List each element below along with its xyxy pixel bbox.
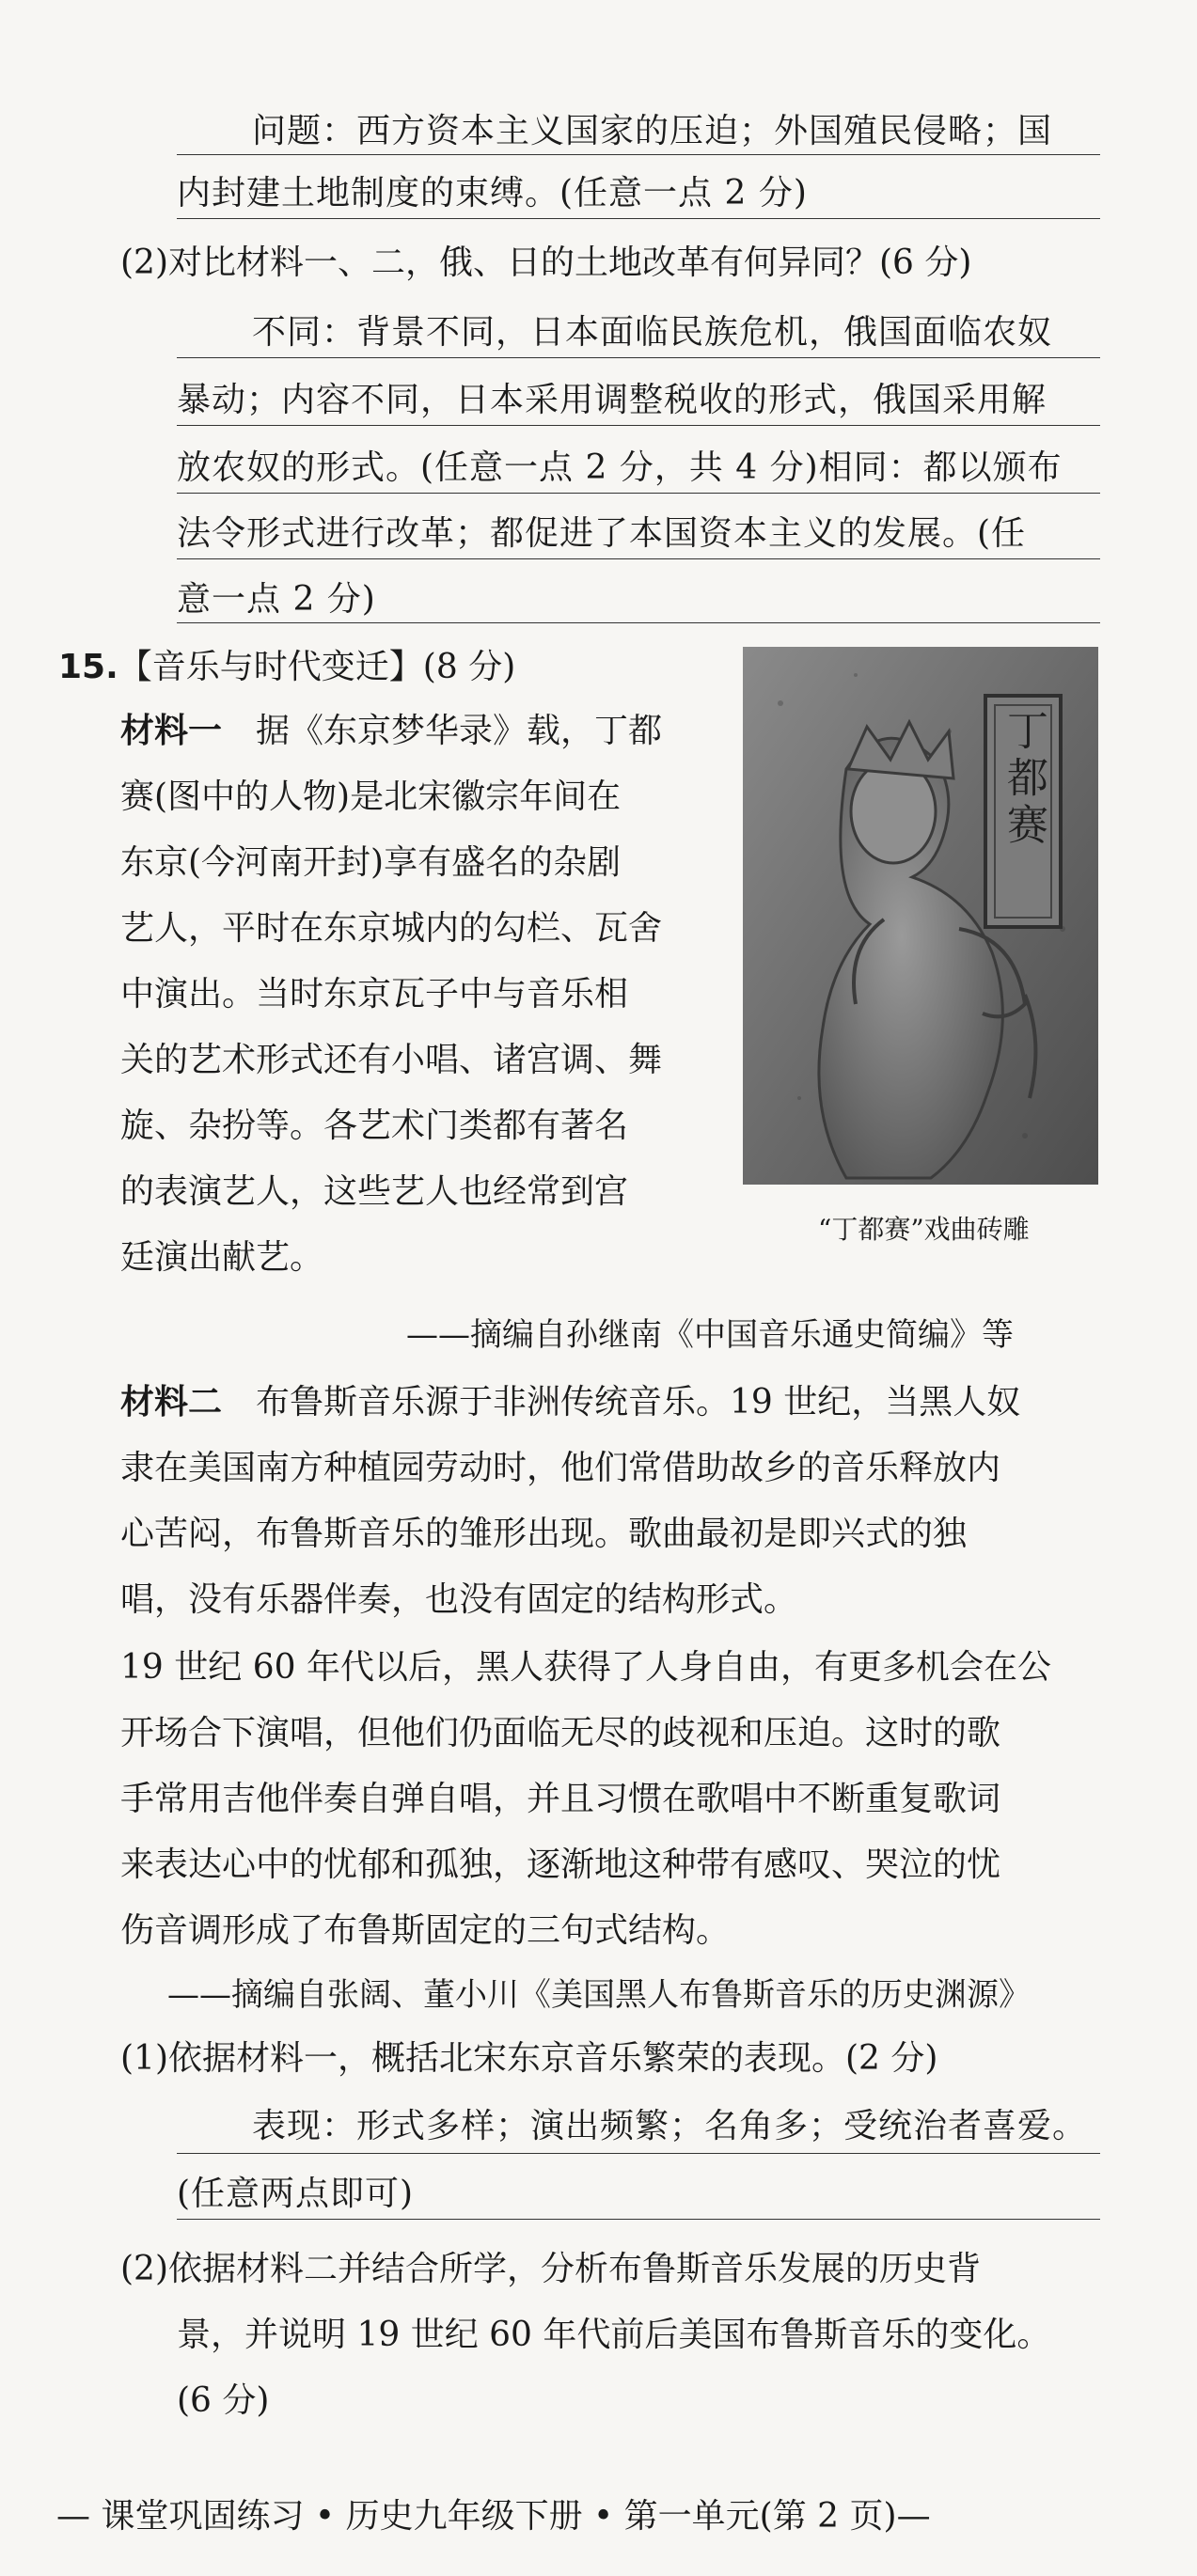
- question-heading: [58, 647, 515, 688]
- question-text: (6 分): [177, 2381, 270, 2420]
- material-text: 唱，没有乐器伴奏，也没有固定的结构形式。: [120, 1580, 798, 1619]
- material-text: 赛(图中的人物)是北宋徽宗年间在: [120, 778, 622, 816]
- material-one-line: [120, 711, 662, 752]
- answer-rule: [177, 357, 1100, 358]
- material-two-line: [120, 1382, 1020, 1423]
- material-text: 手常用吉他伴奏自弹自唱，并且习惯在歌唱中不断重复歌词: [120, 1780, 1001, 1818]
- photo-caption: “丁都赛”戏曲砖雕: [818, 1214, 1030, 1245]
- answer-text: 放农奴的形式。(任意一点 2 分，共 4 分)相同：都以颁布: [177, 448, 1063, 487]
- answer-rule: [177, 218, 1100, 219]
- answer-rule: [177, 493, 1100, 494]
- answer-text: (任意两点即可): [177, 2175, 415, 2213]
- question-score: (8 分): [422, 648, 516, 686]
- material-text: 伤音调形成了布鲁斯固定的三句式结构。: [120, 1911, 731, 1950]
- material-two-label: 材料二: [120, 1383, 223, 1422]
- answer-rule: [177, 558, 1100, 559]
- answer-rule: [177, 154, 1100, 155]
- answer-rule: [177, 622, 1100, 623]
- answer-rule: [177, 2153, 1100, 2154]
- question-title: 【音乐与时代变迁】: [118, 648, 423, 686]
- material-text: 心苦闷，布鲁斯音乐的雏形出现。歌曲最初是即兴式的独: [120, 1515, 968, 1553]
- brick-carving-photo: [743, 647, 1098, 1185]
- material-one-label: 材料一: [120, 712, 223, 750]
- question-text: (2)依据材料二并结合所学，分析布鲁斯音乐发展的历史背: [120, 2250, 981, 2288]
- answer-text: 表现：形式多样；演出频繁；名角多；受统治者喜爱。: [252, 2107, 1088, 2145]
- question-text: (1)依据材料一，概括北宋东京音乐繁荣的表现。(2 分): [120, 2039, 938, 2078]
- answer-text: 内封建土地制度的束缚。(任意一点 2 分): [177, 174, 808, 212]
- answer-text: 法令形式进行改革；都促进了本国资本主义的发展。(任: [177, 514, 1027, 553]
- material-text: 旋、杂扮等。各艺术门类都有著名: [120, 1107, 629, 1145]
- material-two-source: ——摘编自张阔、董小川《美国黑人布鲁斯音乐的历史渊源》: [167, 1976, 1031, 2014]
- material-text: 据《东京梦华录》载，丁都: [256, 712, 663, 750]
- material-text: 关的艺术形式还有小唱、诸宫调、舞: [120, 1041, 663, 1079]
- material-text: 艺人，平时在东京城内的勾栏、瓦舍: [120, 909, 663, 948]
- material-one-source: ——摘编自孙继南《中国音乐通史简编》等: [406, 1316, 1014, 1354]
- answer-text: 不同：背景不同，日本面临民族危机，俄国面临农奴: [252, 313, 1053, 352]
- material-text: 开场合下演唱，但他们仍面临无尽的歧视和压迫。这时的歌: [120, 1714, 1001, 1752]
- material-text: 的表演艺人，这些艺人也经常到宫: [120, 1172, 629, 1211]
- answer-text: 暴动；内容不同，日本采用调整税收的形式，俄国采用解: [177, 381, 1047, 419]
- material-text: 东京(今河南开封)享有盛名的杂剧: [120, 843, 622, 882]
- material-text: 布鲁斯音乐源于非洲传统音乐。19 世纪，当黑人奴: [256, 1383, 1021, 1422]
- answer-rule: [177, 2219, 1100, 2220]
- question-text: 景，并说明 19 世纪 60 年代前后美国布鲁斯音乐的变化。: [177, 2316, 1051, 2354]
- material-text: 隶在美国南方种植园劳动时，他们常借助故乡的音乐释放内: [120, 1449, 1001, 1487]
- carving-sign-text: 丁都赛: [1000, 709, 1047, 850]
- material-text: 中演出。当时东京瓦子中与音乐相: [120, 975, 629, 1013]
- answer-text: 意一点 2 分): [177, 580, 376, 619]
- page-footer: — 课堂巩固练习 • 历史九年级下册 • 第一单元(第 2 页)—: [56, 2497, 931, 2536]
- answer-rule: [177, 425, 1100, 426]
- question-text: (2)对比材料一、二，俄、日的土地改革有何异同？(6 分): [120, 243, 972, 282]
- material-text: 19 世纪 60 年代以后，黑人获得了人身自由，有更多机会在公: [120, 1648, 1051, 1687]
- question-number: 15.: [58, 648, 118, 686]
- material-text: 来表达心中的忧郁和孤独，逐渐地这种带有感叹、哭泣的忧: [120, 1846, 1001, 1884]
- material-text: 廷演出献艺。: [120, 1238, 324, 1277]
- answer-text: 问题：西方资本主义国家的压迫；外国殖民侵略；国: [252, 112, 1053, 150]
